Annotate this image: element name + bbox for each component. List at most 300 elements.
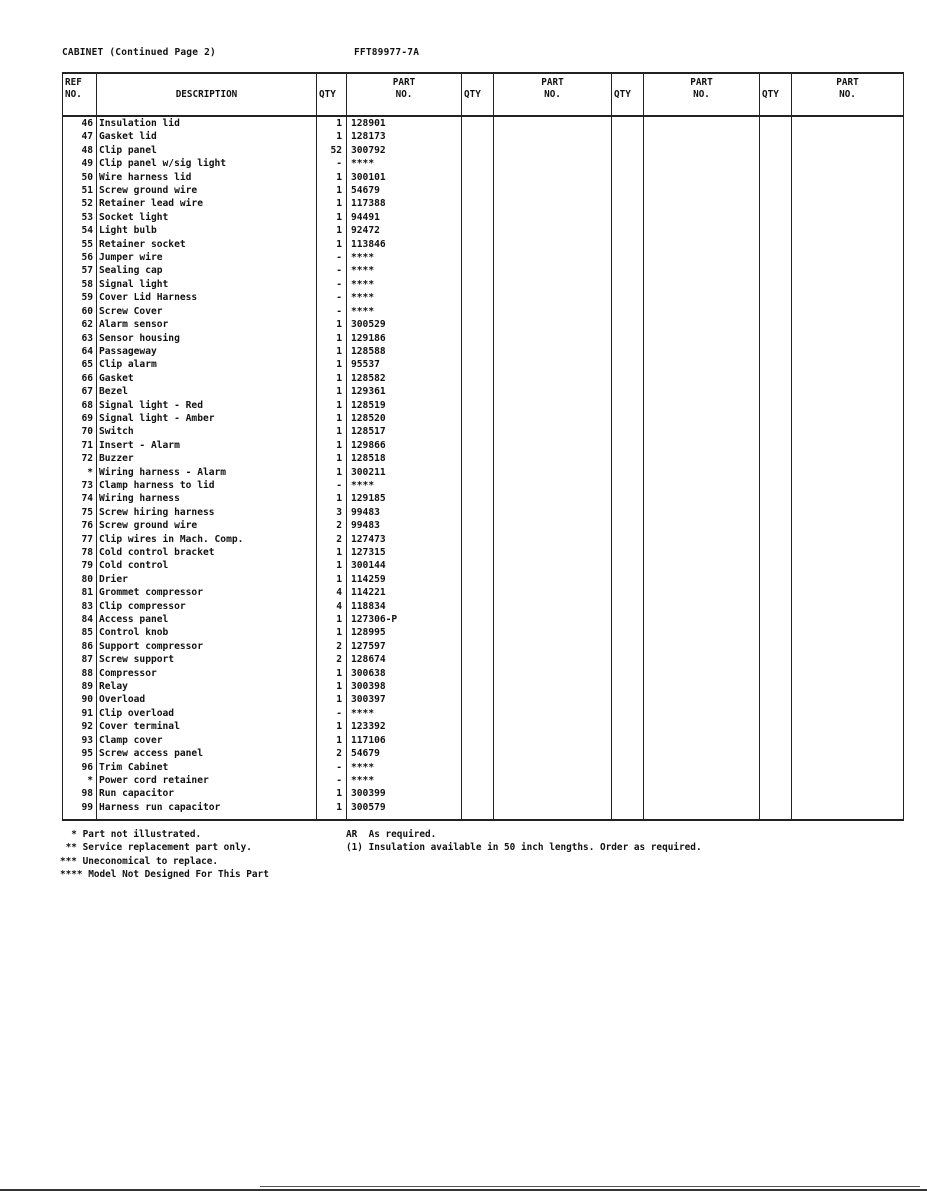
part-no-cell-empty xyxy=(792,667,904,680)
qty-cell: - xyxy=(317,291,347,304)
part-no-cell: 92472 xyxy=(347,224,462,237)
part-no-cell-empty xyxy=(494,506,612,519)
part-no-cell: **** xyxy=(347,291,462,304)
ref-no-cell: 77 xyxy=(63,533,97,546)
footnote-insulation: (1) Insulation available in 50 inch lengths. Order as required. xyxy=(346,842,702,854)
part-no-cell-empty xyxy=(644,720,760,733)
ref-no-cell: 69 xyxy=(63,412,97,425)
table-row xyxy=(63,519,904,532)
qty-cell-empty xyxy=(612,761,644,774)
qty-cell-empty xyxy=(612,412,644,425)
part-no-cell-empty xyxy=(494,640,612,653)
part-no-cell-empty xyxy=(792,734,904,747)
qty-cell: 52 xyxy=(317,144,347,157)
qty-cell-empty xyxy=(612,747,644,760)
qty-cell: 1 xyxy=(317,452,347,465)
qty-cell-empty xyxy=(612,211,644,224)
part-no-cell-empty xyxy=(792,774,904,787)
part-no-cell-empty xyxy=(644,492,760,505)
ref-no-cell: 74 xyxy=(63,492,97,505)
qty-cell: - xyxy=(317,479,347,492)
part-no-cell-empty xyxy=(494,157,612,170)
part-no-cell: **** xyxy=(347,707,462,720)
qty-cell-empty xyxy=(612,613,644,626)
part-no-cell-empty xyxy=(644,613,760,626)
qty-cell-empty xyxy=(760,251,792,264)
part-no-cell-empty xyxy=(494,546,612,559)
qty-cell-empty xyxy=(462,613,494,626)
part-no-cell-empty xyxy=(644,787,760,800)
table-row xyxy=(63,533,904,546)
qty-cell-empty xyxy=(612,251,644,264)
part-no-cell-empty xyxy=(792,278,904,291)
table-row xyxy=(63,278,904,291)
part-no-cell-empty xyxy=(644,116,760,130)
table-row xyxy=(63,640,904,653)
description-cell: Cover terminal xyxy=(97,720,317,733)
qty-cell-empty xyxy=(612,385,644,398)
part-no-cell: 117106 xyxy=(347,734,462,747)
qty-cell-empty xyxy=(462,238,494,251)
qty-cell: 1 xyxy=(317,318,347,331)
part-no-cell-empty xyxy=(494,332,612,345)
footnotes-right xyxy=(346,828,702,855)
part-no-cell-empty xyxy=(792,130,904,143)
ref-no-cell: 62 xyxy=(63,318,97,331)
description-cell: Jumper wire xyxy=(97,251,317,264)
table-row xyxy=(63,787,904,800)
qty-cell-empty xyxy=(462,667,494,680)
qty-cell: 1 xyxy=(317,573,347,586)
part-no-cell: 300144 xyxy=(347,559,462,572)
part-no-cell: 300579 xyxy=(347,801,462,820)
qty-header-2: QTY xyxy=(462,73,494,116)
qty-cell-empty xyxy=(612,130,644,143)
qty-cell-empty xyxy=(612,466,644,479)
part-no-cell-empty xyxy=(494,720,612,733)
qty-cell-empty xyxy=(462,399,494,412)
part-no-cell: **** xyxy=(347,264,462,277)
part-no-cell-empty xyxy=(644,238,760,251)
description-cell: Gasket lid xyxy=(97,130,317,143)
ref-no-cell: 98 xyxy=(63,787,97,800)
part-no-cell-empty xyxy=(494,559,612,572)
description-cell: Harness run capacitor xyxy=(97,801,317,820)
ref-no-cell: 51 xyxy=(63,184,97,197)
part-no-cell-empty xyxy=(494,399,612,412)
table-row xyxy=(63,211,904,224)
footnote-service-replacement: ** Service replacement part only. xyxy=(60,842,252,854)
qty-cell-empty xyxy=(462,345,494,358)
part-no-cell-empty xyxy=(644,452,760,465)
qty-cell: 1 xyxy=(317,626,347,639)
qty-cell-empty xyxy=(612,425,644,438)
qty-cell-empty xyxy=(760,506,792,519)
part-no-cell-empty xyxy=(644,372,760,385)
qty-cell-empty xyxy=(760,171,792,184)
qty-cell: 1 xyxy=(317,680,347,693)
table-row xyxy=(63,399,904,412)
part-no-cell-empty xyxy=(792,626,904,639)
footnote-model-not-designed: **** Model Not Designed For This Part xyxy=(60,868,269,880)
part-no-cell-empty xyxy=(494,291,612,304)
qty-cell-empty xyxy=(462,787,494,800)
qty-cell-empty xyxy=(760,546,792,559)
part-no-cell-empty xyxy=(494,197,612,210)
table-row xyxy=(63,586,904,599)
part-no-cell-empty xyxy=(792,332,904,345)
qty-cell-empty xyxy=(462,116,494,130)
description-cell: Cold control bracket xyxy=(97,546,317,559)
part-no-cell: 99483 xyxy=(347,519,462,532)
qty-cell-empty xyxy=(612,559,644,572)
part-no-header-2: PART NO. xyxy=(494,73,612,116)
description-cell: Signal light xyxy=(97,278,317,291)
ref-no-cell: 71 xyxy=(63,439,97,452)
table-row xyxy=(63,412,904,425)
part-no-cell-empty xyxy=(644,774,760,787)
qty-cell: 2 xyxy=(317,533,347,546)
part-no-cell-empty xyxy=(644,680,760,693)
table-row xyxy=(63,707,904,720)
table-row xyxy=(63,600,904,613)
part-no-cell-empty xyxy=(644,506,760,519)
table-row xyxy=(63,774,904,787)
part-no-cell-empty xyxy=(792,479,904,492)
qty-cell-empty xyxy=(760,667,792,680)
qty-cell-empty xyxy=(760,680,792,693)
qty-cell-empty xyxy=(612,479,644,492)
part-no-cell-empty xyxy=(792,238,904,251)
description-cell: Overload xyxy=(97,693,317,706)
description-cell: Clamp cover xyxy=(97,734,317,747)
ref-no-cell: 83 xyxy=(63,600,97,613)
qty-cell-empty xyxy=(612,197,644,210)
part-no-cell-empty xyxy=(644,251,760,264)
qty-cell-empty xyxy=(760,466,792,479)
part-no-cell-empty xyxy=(792,787,904,800)
description-cell: Light bulb xyxy=(97,224,317,237)
description-cell: Screw access panel xyxy=(97,747,317,760)
part-no-cell-empty xyxy=(792,506,904,519)
section-title: CABINET (Continued Page 2) xyxy=(62,47,216,58)
part-no-cell-empty xyxy=(644,586,760,599)
qty-cell-empty xyxy=(760,774,792,787)
ref-no-cell: 46 xyxy=(63,116,97,130)
part-no-cell: **** xyxy=(347,278,462,291)
part-no-cell: 129361 xyxy=(347,385,462,398)
part-no-cell-empty xyxy=(792,412,904,425)
qty-cell: - xyxy=(317,761,347,774)
table-row xyxy=(63,425,904,438)
part-no-cell-empty xyxy=(494,479,612,492)
part-no-cell: 127315 xyxy=(347,546,462,559)
qty-cell-empty xyxy=(760,533,792,546)
part-no-cell: **** xyxy=(347,761,462,774)
description-cell: Drier xyxy=(97,573,317,586)
qty-cell-empty xyxy=(612,693,644,706)
part-no-cell-empty xyxy=(494,680,612,693)
part-no-cell-empty xyxy=(792,399,904,412)
part-no-cell-empty xyxy=(494,747,612,760)
qty-cell: 1 xyxy=(317,385,347,398)
description-cell: Trim Cabinet xyxy=(97,761,317,774)
qty-cell-empty xyxy=(612,291,644,304)
ref-no-cell: * xyxy=(63,774,97,787)
part-no-cell-empty xyxy=(494,278,612,291)
qty-cell: 1 xyxy=(317,546,347,559)
qty-cell-empty xyxy=(612,264,644,277)
qty-cell-empty xyxy=(760,425,792,438)
part-no-cell-empty xyxy=(644,184,760,197)
part-no-cell-empty xyxy=(494,761,612,774)
part-no-cell-empty xyxy=(494,600,612,613)
part-no-cell: 118834 xyxy=(347,600,462,613)
qty-cell-empty xyxy=(462,412,494,425)
part-no-cell: 129185 xyxy=(347,492,462,505)
qty-cell-empty xyxy=(760,720,792,733)
description-cell: Socket light xyxy=(97,211,317,224)
qty-cell-empty xyxy=(612,171,644,184)
qty-cell: 1 xyxy=(317,345,347,358)
qty-cell-empty xyxy=(612,573,644,586)
part-no-cell-empty xyxy=(792,761,904,774)
qty-cell: 1 xyxy=(317,492,347,505)
ref-no-cell: 80 xyxy=(63,573,97,586)
table-row xyxy=(63,358,904,371)
part-no-cell-empty xyxy=(792,720,904,733)
qty-cell-empty xyxy=(462,774,494,787)
part-no-cell-empty xyxy=(792,533,904,546)
ref-no-cell: 84 xyxy=(63,613,97,626)
part-no-cell-empty xyxy=(792,171,904,184)
part-no-cell: **** xyxy=(347,774,462,787)
part-no-cell-empty xyxy=(494,707,612,720)
qty-cell-empty xyxy=(612,492,644,505)
table-row xyxy=(63,318,904,331)
description-cell: Cold control xyxy=(97,559,317,572)
qty-cell-empty xyxy=(612,680,644,693)
qty-cell-empty xyxy=(612,707,644,720)
table-row xyxy=(63,546,904,559)
part-no-cell: 129186 xyxy=(347,332,462,345)
description-cell: Wire harness lid xyxy=(97,171,317,184)
qty-cell: 1 xyxy=(317,211,347,224)
part-no-cell: **** xyxy=(347,251,462,264)
part-no-cell: 123392 xyxy=(347,720,462,733)
part-no-cell-empty xyxy=(644,385,760,398)
part-no-cell-empty xyxy=(494,264,612,277)
qty-cell-empty xyxy=(462,264,494,277)
part-no-cell-empty xyxy=(792,586,904,599)
qty-cell-empty xyxy=(462,479,494,492)
ref-no-cell: 70 xyxy=(63,425,97,438)
qty-cell-empty xyxy=(612,787,644,800)
part-no-cell: 114221 xyxy=(347,586,462,599)
qty-cell-empty xyxy=(612,224,644,237)
part-no-cell-empty xyxy=(644,801,760,820)
part-no-cell: 128674 xyxy=(347,653,462,666)
description-cell: Switch xyxy=(97,425,317,438)
qty-cell: 1 xyxy=(317,171,347,184)
qty-cell: 1 xyxy=(317,801,347,820)
part-no-cell-empty xyxy=(792,385,904,398)
part-no-cell-empty xyxy=(494,211,612,224)
page-header xyxy=(62,47,902,63)
description-cell: Power cord retainer xyxy=(97,774,317,787)
part-no-cell-empty xyxy=(644,439,760,452)
qty-cell-empty xyxy=(612,586,644,599)
qty-cell-empty xyxy=(462,211,494,224)
part-no-cell-empty xyxy=(792,425,904,438)
qty-cell-empty xyxy=(462,305,494,318)
part-no-cell-empty xyxy=(792,197,904,210)
part-no-cell-empty xyxy=(792,801,904,820)
part-no-cell-empty xyxy=(792,573,904,586)
description-cell: Sensor housing xyxy=(97,332,317,345)
table-row xyxy=(63,116,904,130)
qty-cell-empty xyxy=(612,506,644,519)
part-no-cell-empty xyxy=(792,372,904,385)
qty-cell: - xyxy=(317,264,347,277)
qty-cell-empty xyxy=(760,559,792,572)
ref-no-cell: 87 xyxy=(63,653,97,666)
description-cell: Support compressor xyxy=(97,640,317,653)
part-no-cell: 128995 xyxy=(347,626,462,639)
part-no-cell: **** xyxy=(347,305,462,318)
qty-cell-empty xyxy=(462,157,494,170)
table-row xyxy=(63,613,904,626)
qty-cell-empty xyxy=(462,466,494,479)
part-no-cell-empty xyxy=(494,693,612,706)
qty-cell-empty xyxy=(760,439,792,452)
qty-cell-empty xyxy=(760,573,792,586)
qty-cell-empty xyxy=(760,747,792,760)
qty-cell-empty xyxy=(760,385,792,398)
part-no-cell-empty xyxy=(494,425,612,438)
part-no-cell-empty xyxy=(792,546,904,559)
qty-cell-empty xyxy=(462,761,494,774)
qty-cell: 1 xyxy=(317,130,347,143)
qty-cell-empty xyxy=(462,546,494,559)
qty-cell: 1 xyxy=(317,425,347,438)
footnote-part-not-illustrated: * Part not illustrated. xyxy=(60,829,202,840)
part-no-cell-empty xyxy=(644,653,760,666)
table-row xyxy=(63,224,904,237)
part-no-cell-empty xyxy=(494,372,612,385)
part-no-cell-empty xyxy=(494,412,612,425)
part-no-cell: 128518 xyxy=(347,452,462,465)
qty-cell: - xyxy=(317,774,347,787)
part-no-cell: 127306-P xyxy=(347,613,462,626)
part-no-cell-empty xyxy=(494,466,612,479)
parts-table-body xyxy=(63,116,904,820)
qty-cell-empty xyxy=(612,519,644,532)
qty-cell-empty xyxy=(612,533,644,546)
description-cell: Signal light - Amber xyxy=(97,412,317,425)
part-no-cell-empty xyxy=(644,707,760,720)
qty-cell-empty xyxy=(760,130,792,143)
part-no-cell-empty xyxy=(792,640,904,653)
part-no-cell: 300397 xyxy=(347,693,462,706)
part-no-cell-empty xyxy=(644,693,760,706)
part-no-cell-empty xyxy=(644,211,760,224)
qty-cell-empty xyxy=(462,573,494,586)
qty-cell-empty xyxy=(760,734,792,747)
qty-cell-empty xyxy=(462,184,494,197)
part-no-cell-empty xyxy=(494,144,612,157)
part-no-cell-empty xyxy=(494,586,612,599)
qty-cell-empty xyxy=(612,720,644,733)
qty-cell-empty xyxy=(462,600,494,613)
qty-cell-empty xyxy=(612,640,644,653)
description-cell: Access panel xyxy=(97,613,317,626)
description-cell: Compressor xyxy=(97,667,317,680)
part-no-cell-empty xyxy=(644,278,760,291)
ref-no-cell: 66 xyxy=(63,372,97,385)
part-no-cell-empty xyxy=(792,707,904,720)
qty-cell-empty xyxy=(462,197,494,210)
part-no-cell-empty xyxy=(494,184,612,197)
part-no-cell-empty xyxy=(792,680,904,693)
ref-no-cell: 86 xyxy=(63,640,97,653)
part-no-cell-empty xyxy=(792,492,904,505)
qty-cell-empty xyxy=(612,452,644,465)
qty-cell: - xyxy=(317,251,347,264)
qty-cell-empty xyxy=(760,318,792,331)
table-row xyxy=(63,157,904,170)
table-header-row xyxy=(63,73,904,116)
table-row xyxy=(63,801,904,820)
table-row xyxy=(63,720,904,733)
qty-cell-empty xyxy=(462,693,494,706)
qty-cell-empty xyxy=(760,264,792,277)
ref-no-cell: 67 xyxy=(63,385,97,398)
qty-cell-empty xyxy=(462,506,494,519)
qty-cell-empty xyxy=(612,774,644,787)
part-no-cell-empty xyxy=(494,116,612,130)
qty-cell-empty xyxy=(612,184,644,197)
part-no-cell: 95537 xyxy=(347,358,462,371)
ref-no-cell: 78 xyxy=(63,546,97,559)
part-no-cell-empty xyxy=(494,171,612,184)
qty-cell: 1 xyxy=(317,439,347,452)
part-no-cell-empty xyxy=(644,466,760,479)
table-row xyxy=(63,171,904,184)
qty-cell-empty xyxy=(462,680,494,693)
part-no-cell-empty xyxy=(644,197,760,210)
part-no-cell-empty xyxy=(644,573,760,586)
description-header: DESCRIPTION xyxy=(97,73,317,116)
qty-cell-empty xyxy=(760,412,792,425)
description-cell: Insulation lid xyxy=(97,116,317,130)
ref-no-cell: 68 xyxy=(63,399,97,412)
qty-cell-empty xyxy=(760,305,792,318)
qty-cell-empty xyxy=(760,613,792,626)
part-no-cell-empty xyxy=(792,600,904,613)
description-cell: Screw Cover xyxy=(97,305,317,318)
qty-cell: 1 xyxy=(317,412,347,425)
ref-no-cell: 75 xyxy=(63,506,97,519)
ref-no-cell: 99 xyxy=(63,801,97,820)
part-no-cell-empty xyxy=(494,358,612,371)
table-row xyxy=(63,332,904,345)
qty-cell-empty xyxy=(612,546,644,559)
qty-cell-empty xyxy=(462,425,494,438)
qty-cell: - xyxy=(317,278,347,291)
table-row xyxy=(63,680,904,693)
table-row xyxy=(63,761,904,774)
